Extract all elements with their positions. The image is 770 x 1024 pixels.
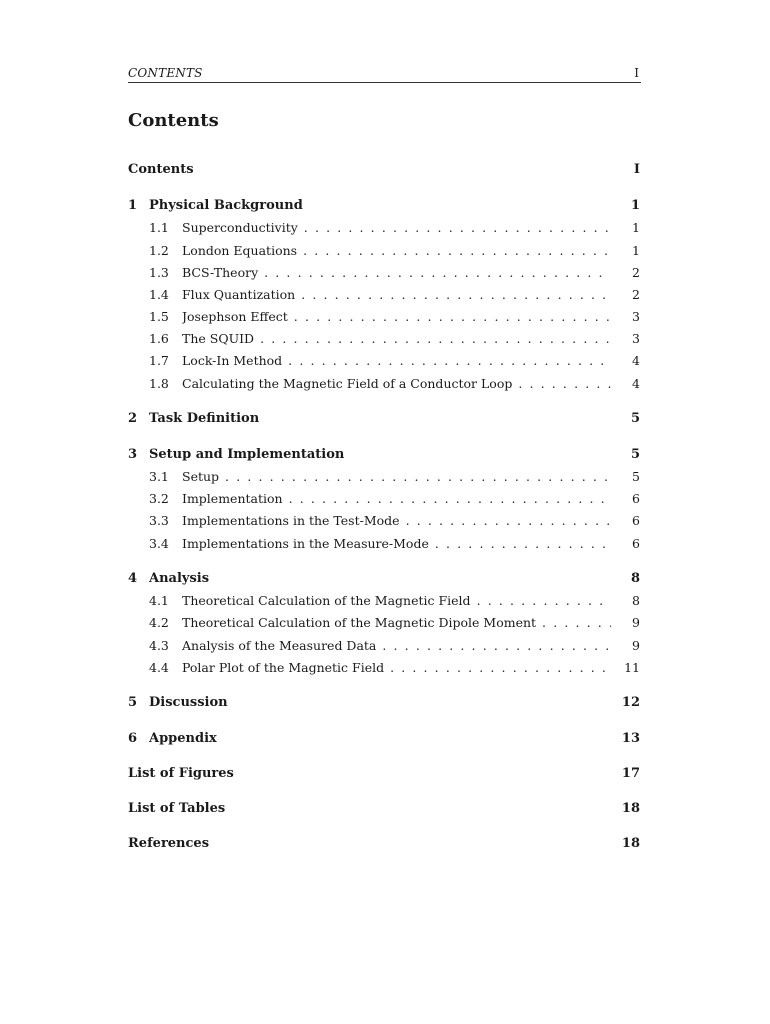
toc-subentry[interactable] (128, 491, 641, 507)
toc-dot-leader (294, 309, 611, 325)
toc-entry-page: 1 (632, 243, 640, 258)
toc-dot-leader (477, 593, 611, 609)
toc-entry-number: 4.4 (149, 660, 169, 675)
toc-subentry[interactable] (128, 265, 641, 281)
toc-subentry[interactable] (128, 615, 641, 631)
toc-dot-leader (542, 615, 611, 631)
toc-entry[interactable] (128, 766, 641, 782)
toc-entry-page: 4 (632, 353, 640, 368)
toc-entry-title: Discussion (149, 695, 228, 710)
toc-entry-number: 4.1 (149, 593, 169, 608)
toc-entry-title: Theoretical Calculation of the Magnetic Field (182, 593, 471, 608)
toc-entry-number: 3.1 (149, 469, 169, 484)
toc-entry-page: I (633, 162, 640, 177)
toc-entry-page: 4 (632, 376, 640, 391)
toc-entry-number: 3 (128, 447, 138, 462)
toc-dot-leader (518, 376, 611, 392)
toc-entry-title: Contents (128, 162, 194, 177)
toc-entry-label (182, 615, 611, 631)
toc-entry-number: 2 (128, 411, 138, 426)
toc-entry-title: Analysis (149, 571, 210, 586)
toc-entry-title: Task Definition (149, 411, 260, 426)
toc-dot-leader (382, 638, 611, 654)
toc-entry[interactable] (128, 447, 641, 463)
toc-entry-label (182, 536, 611, 552)
toc-entry-number: 1.1 (149, 220, 169, 235)
toc-dot-leader (303, 243, 611, 259)
toc-entry-title: Setup and Implementation (149, 447, 345, 462)
toc-entry-label (149, 447, 601, 463)
toc-subentry[interactable] (128, 353, 641, 369)
toc-entry-page: 9 (632, 615, 640, 630)
toc-entry-title: Setup (182, 469, 220, 484)
toc-entry-label (182, 660, 611, 676)
toc-subentry[interactable] (128, 513, 641, 529)
toc-dot-leader (288, 353, 611, 369)
toc-entry-page: 6 (632, 536, 640, 551)
toc-entry-title: Implementations in the Measure-Mode (182, 536, 429, 551)
toc-entry-title: Theoretical Calculation of the Magnetic Dipole Moment (182, 615, 537, 630)
toc-entry-number: 3.2 (149, 491, 169, 506)
toc-entry-title: Physical Background (149, 198, 303, 213)
toc-entry-page: 8 (632, 593, 640, 608)
toc-entry-number: 4.3 (149, 638, 169, 653)
toc-entry-title: Calculating the Magnetic Field of a Conductor Loop (182, 376, 513, 391)
toc-subentry[interactable] (128, 593, 641, 609)
toc-entry-page: 17 (621, 766, 640, 781)
toc-entry-page: 6 (632, 513, 640, 528)
toc-entry-number: 1.3 (149, 265, 169, 280)
toc-dot-leader (264, 265, 611, 281)
toc-entry-page: 8 (630, 571, 640, 586)
toc-entry-label (128, 766, 601, 782)
toc-entry-label (182, 376, 611, 392)
toc-entry-label (128, 801, 601, 817)
toc-entry[interactable] (128, 836, 641, 852)
toc-entry-title: Flux Quantization (182, 287, 296, 302)
toc-entry-number: 4 (128, 571, 138, 586)
toc-dot-leader (289, 491, 611, 507)
toc-entry-title: Implementations in the Test-Mode (182, 513, 400, 528)
toc-entry-number: 1.2 (149, 243, 169, 258)
toc-entry-page: 1 (630, 198, 640, 213)
toc-entry-page: 5 (632, 469, 640, 484)
toc-entry[interactable] (128, 571, 641, 587)
toc-subentry[interactable] (128, 309, 641, 325)
toc-entry-label (128, 836, 601, 852)
toc-entry-label (182, 265, 611, 281)
header-page-number: I (634, 66, 639, 80)
toc-entry-title: List of Figures (128, 766, 234, 781)
toc-entry-page: 2 (632, 265, 640, 280)
toc-entry-label (182, 513, 611, 529)
toc-entry-page: 12 (621, 695, 640, 710)
toc-entry-label (149, 695, 601, 711)
toc-entry-number: 1.4 (149, 287, 169, 302)
toc-entry-number: 1.7 (149, 353, 169, 368)
document-page (128, 0, 641, 1024)
toc-entry-number: 4.2 (149, 615, 169, 630)
toc-entry-title: References (128, 836, 210, 851)
toc-entry-page: 5 (630, 447, 640, 462)
running-header (128, 66, 641, 83)
toc-entry-page: 3 (632, 309, 640, 324)
toc-dot-leader (406, 513, 611, 529)
toc-entry[interactable] (128, 411, 641, 427)
toc-entry-label (149, 571, 601, 587)
toc-entry-title: The SQUID (182, 331, 255, 346)
toc-entry-title: Analysis of the Measured Data (182, 638, 377, 653)
toc-subentry[interactable] (128, 331, 641, 347)
toc-entry-page: 11 (624, 660, 640, 675)
toc-entry-title: Polar Plot of the Magnetic Field (182, 660, 385, 675)
toc-entry-label (182, 220, 611, 236)
toc-subentry[interactable] (128, 638, 641, 654)
toc-entry-label (149, 198, 601, 214)
toc-entry[interactable] (128, 695, 641, 711)
toc-entry-page: 18 (621, 836, 640, 851)
toc-entry-title: Appendix (149, 731, 217, 746)
toc-subentry[interactable] (128, 660, 641, 676)
toc-entry-title: Superconductivity (182, 220, 298, 235)
toc-dot-leader (301, 287, 611, 303)
toc-entry-number: 5 (128, 695, 138, 710)
toc-entry-title: BCS-Theory (182, 265, 259, 280)
toc-subentry[interactable] (128, 287, 641, 303)
toc-dot-leader (304, 220, 611, 236)
toc-subentry[interactable] (128, 536, 641, 552)
toc-entry-label (128, 162, 601, 178)
toc-entry-title: Josephson Effect (182, 309, 288, 324)
toc-entry-title: Lock-In Method (182, 353, 283, 368)
toc-entry[interactable] (128, 162, 641, 178)
toc-entry-number: 1 (128, 198, 138, 213)
toc-entry-label (182, 287, 611, 303)
toc-entry-label (149, 411, 601, 427)
toc-dot-leader (435, 536, 611, 552)
toc-subentry[interactable] (128, 220, 641, 236)
toc-entry-label (182, 491, 611, 507)
toc-entry-page: 9 (632, 638, 640, 653)
toc-entry-title: London Equations (182, 243, 298, 258)
toc-entry-label (149, 731, 601, 747)
toc-dot-leader (225, 469, 611, 485)
toc-entry-page: 2 (632, 287, 640, 302)
toc-subentry[interactable] (128, 243, 641, 259)
toc-subentry[interactable] (128, 469, 641, 485)
toc-entry-number: 1.5 (149, 309, 169, 324)
toc-entry-page: 5 (630, 411, 640, 426)
toc-dot-leader (390, 660, 611, 676)
toc-entry-label (182, 638, 611, 654)
toc-subentry[interactable] (128, 376, 641, 392)
toc-entry-number: 1.8 (149, 376, 169, 391)
toc-dot-leader (260, 331, 611, 347)
toc-entry-number: 3.4 (149, 536, 169, 551)
toc-entry[interactable] (128, 198, 641, 214)
toc-entry-label (182, 353, 611, 369)
toc-entry-number: 1.6 (149, 331, 169, 346)
toc-entry-label (182, 243, 611, 259)
toc-entry-label (182, 309, 611, 325)
page-title: Contents (128, 110, 219, 131)
toc-entry-page: 6 (632, 491, 640, 506)
toc-entry-label (182, 469, 611, 485)
running-title: CONTENTS (128, 66, 203, 80)
toc-entry-title: List of Tables (128, 801, 226, 816)
toc-entry-number: 3.3 (149, 513, 169, 528)
toc-entry-page: 18 (621, 801, 640, 816)
toc-entry-title: Implementation (182, 491, 283, 506)
toc-entry-label (182, 331, 611, 347)
toc-entry[interactable] (128, 731, 641, 747)
toc-entry[interactable] (128, 801, 641, 817)
toc-entry-number: 6 (128, 731, 138, 746)
toc-entry-label (182, 593, 611, 609)
toc-entry-page: 1 (632, 220, 640, 235)
toc-entry-page: 3 (632, 331, 640, 346)
toc-entry-page: 13 (621, 731, 640, 746)
